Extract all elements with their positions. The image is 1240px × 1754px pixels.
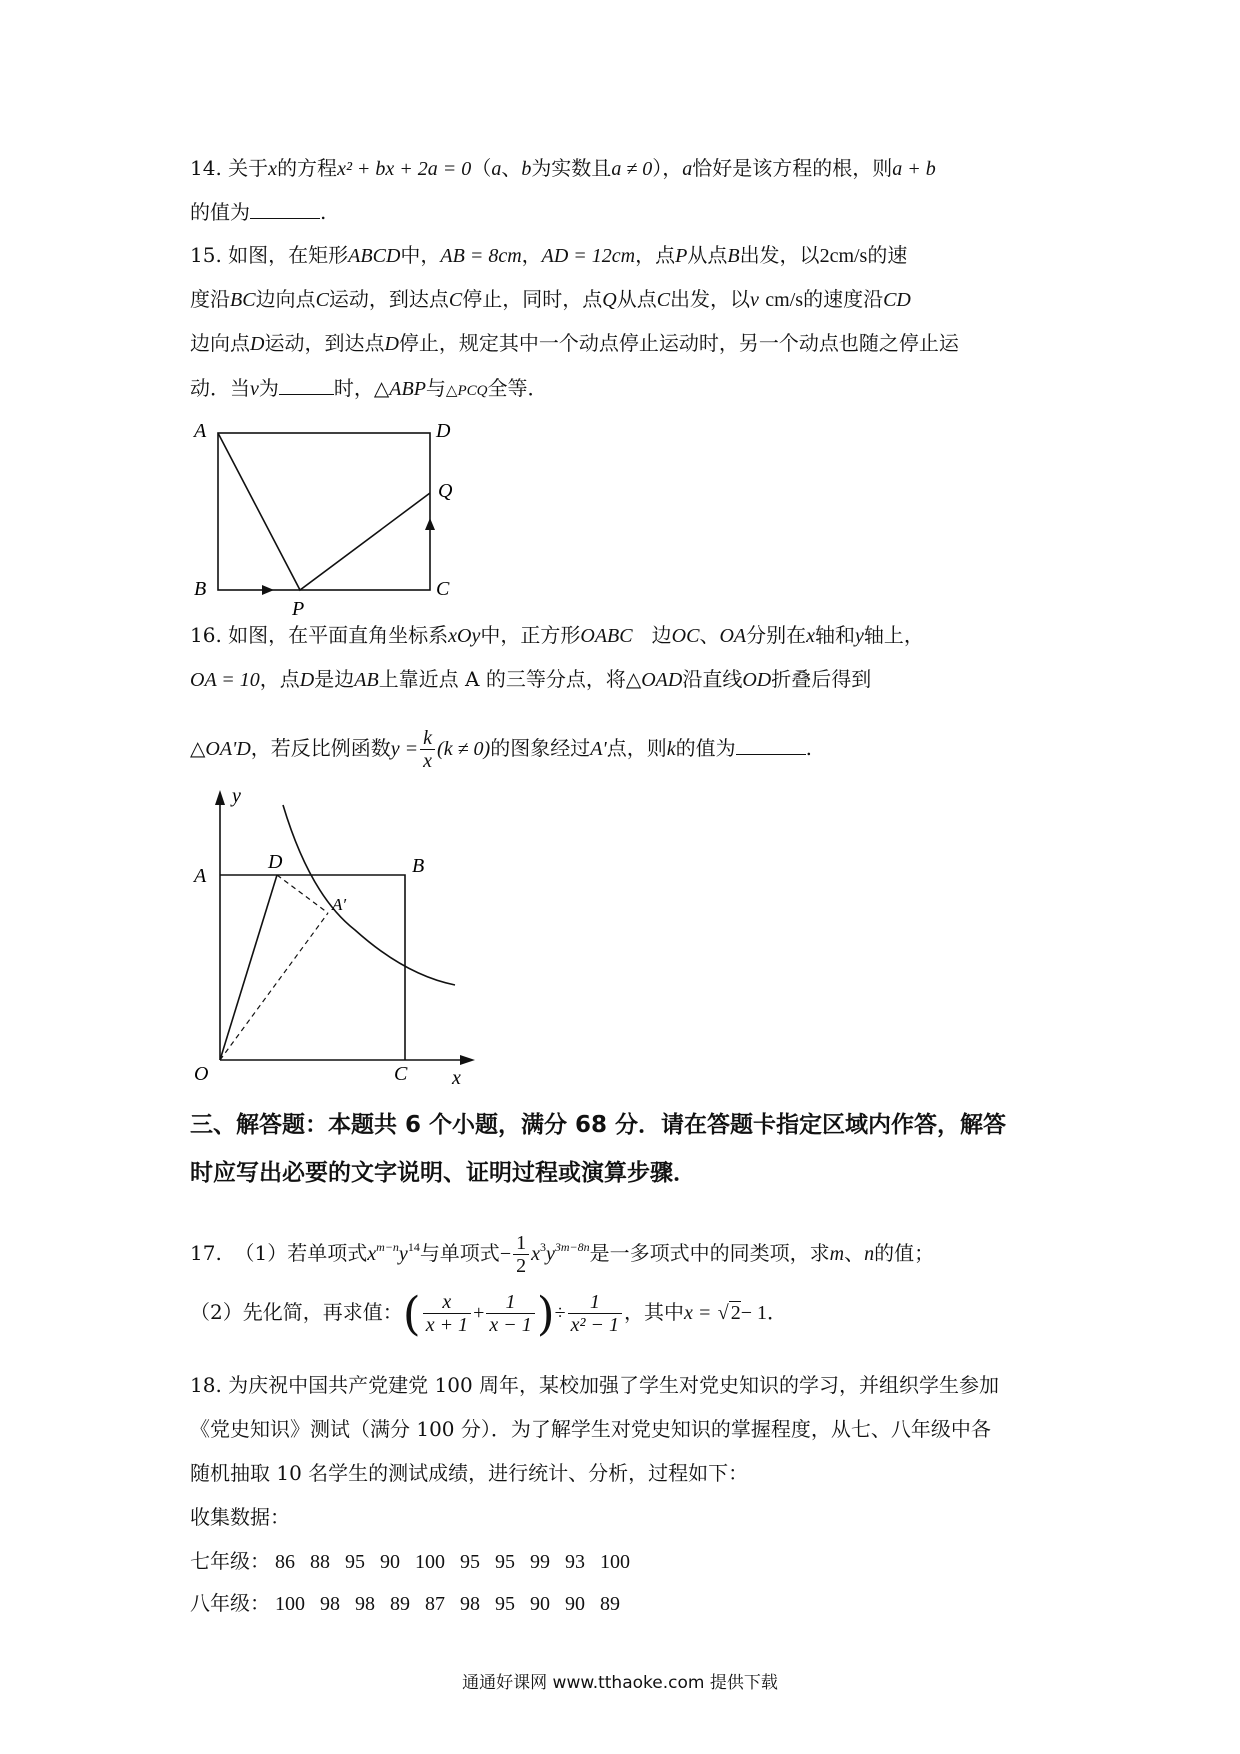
q17-math: n xyxy=(864,1243,875,1265)
q16-text: 上靠近点 A 的三等分点，将 xyxy=(378,667,626,691)
segment-da-prime xyxy=(277,875,328,913)
label-q: Q xyxy=(438,480,453,502)
q16-text: 沿直线 xyxy=(682,667,743,691)
label-d: D xyxy=(268,851,283,873)
q16-text: . xyxy=(805,736,812,760)
score: 100 xyxy=(415,1551,445,1573)
label-a-prime: A′ xyxy=(332,895,347,914)
q15-math: v xyxy=(750,289,759,311)
q17-text: ，其中 xyxy=(624,1300,685,1324)
q14-line1 xyxy=(190,153,936,184)
q16-text: 轴上， xyxy=(863,623,924,647)
label-a: A xyxy=(194,420,207,442)
q16-text: 点，则 xyxy=(606,736,667,760)
q17-exponent: 14 xyxy=(407,1240,420,1254)
q14-text: 、 xyxy=(501,156,522,180)
label-c: C xyxy=(436,578,450,600)
q15-math: CD xyxy=(883,289,911,311)
q14-text: （ xyxy=(471,156,492,180)
q16-text: 中，正方形 xyxy=(480,623,581,647)
q17-part2 xyxy=(190,1282,787,1344)
q16-text: ，若反比例函数 xyxy=(250,736,391,760)
q16-text: 、 xyxy=(699,623,720,647)
answer-blank[interactable] xyxy=(279,372,334,395)
q14-var-b: b xyxy=(521,158,532,180)
q16-math: OC xyxy=(671,625,700,647)
paren-right: ) xyxy=(536,1286,555,1341)
q15-math: △PCQ xyxy=(445,383,488,399)
q16-math: AB xyxy=(354,669,379,691)
frac-numerator: x xyxy=(423,1291,471,1314)
paren-left: ( xyxy=(402,1286,421,1341)
grade8-label: 八年级： xyxy=(190,1591,270,1615)
q16-text: 的图象经过 xyxy=(490,736,591,760)
q15-math: C xyxy=(315,289,329,311)
q14-text: ）， xyxy=(652,156,683,180)
q15-text: 时， xyxy=(333,376,374,400)
label-o: O xyxy=(194,1063,209,1085)
q14-text: 关于 xyxy=(228,156,269,180)
q15-math: Q xyxy=(602,289,617,311)
q15-text: ， xyxy=(521,243,542,267)
q15-figure xyxy=(180,415,470,620)
q15-math: AB = 8cm xyxy=(440,245,522,267)
q18-line4 xyxy=(190,1502,290,1532)
q16-math: △OAD xyxy=(625,669,683,691)
q17-exponent: 3 xyxy=(539,1240,546,1254)
page-footer: 通通好课网 www.tthaoke.com 提供下载 xyxy=(462,1673,778,1693)
arrow-up-icon xyxy=(425,518,435,530)
q14-text: 的值为 xyxy=(190,200,250,224)
q16-text: ，点 xyxy=(259,667,300,691)
q15-text: 停止，同时，点 xyxy=(462,287,603,311)
score: 100 xyxy=(600,1551,630,1573)
q17-part1 xyxy=(190,1222,934,1279)
frac-denominator: x² − 1 xyxy=(570,1314,620,1336)
q15-text: 边向点 xyxy=(255,287,316,311)
q16-line1 xyxy=(190,620,924,651)
segment-apq xyxy=(218,433,430,590)
q15-text: 的速度沿 xyxy=(803,287,884,311)
frac-numerator: 1 xyxy=(513,1232,529,1255)
score: 90 xyxy=(380,1551,400,1573)
fraction-k-over-x xyxy=(420,727,435,772)
section-3-line2: 时应写出必要的文字说明、证明过程或演算步骤． xyxy=(190,1160,696,1186)
q15-math: B xyxy=(727,245,740,267)
frac-numerator: k xyxy=(420,727,435,750)
score: 98 xyxy=(320,1593,340,1615)
q14-equation: x² + bx + 2a = 0 xyxy=(337,158,472,180)
q15-line3 xyxy=(190,328,959,359)
q15-text: 与 xyxy=(425,376,446,400)
frac-numerator: 1 xyxy=(568,1291,622,1314)
grade8-scores xyxy=(270,1593,620,1615)
label-d: D xyxy=(436,420,451,442)
q15-text: 边向点 xyxy=(190,331,250,355)
score: 89 xyxy=(390,1593,410,1615)
q16-math: OA xyxy=(719,625,747,647)
section-3-heading-cont xyxy=(190,1158,696,1188)
q17-text: （1）若单项式 xyxy=(234,1241,368,1265)
q14-line2 xyxy=(190,196,326,227)
q15-text: 度沿 xyxy=(190,287,230,311)
q16-math: xOy xyxy=(448,625,481,647)
score: 98 xyxy=(460,1593,480,1615)
q15-math: BC xyxy=(230,289,256,311)
score: 87 xyxy=(425,1593,445,1615)
q17-math: y xyxy=(398,1243,408,1265)
q18-text: 《党史知识》测试（满分 100 分）．为了解学生对党史知识的掌握程度，从七、八年级中各 xyxy=(190,1417,991,1441)
q15-math: C xyxy=(448,289,463,311)
hyperbola-curve xyxy=(283,805,455,985)
label-b: B xyxy=(194,578,207,600)
q15-math: ABCD xyxy=(348,245,401,267)
q17-text: （2）先化简，再求值： xyxy=(190,1300,403,1324)
q14-text: 为实数且 xyxy=(531,156,612,180)
frac-denominator: x + 1 xyxy=(425,1314,469,1336)
frac-denominator: x xyxy=(423,750,433,772)
q17-math: + xyxy=(473,1302,485,1324)
label-x: x xyxy=(452,1067,461,1089)
q15-text: 的速 xyxy=(867,243,908,267)
arrow-right-icon xyxy=(460,1055,475,1065)
q15-line1 xyxy=(190,240,907,271)
q15-math: D xyxy=(250,333,265,355)
q16-text: 分别在 xyxy=(746,623,807,647)
q16-math: △OA'D xyxy=(190,738,251,760)
q17-math: x xyxy=(531,1243,540,1265)
q16-math: OA = 10 xyxy=(190,669,260,691)
label-p: P xyxy=(292,598,305,620)
q14-number: 14. xyxy=(190,156,222,180)
q15-number: 15. xyxy=(190,243,222,267)
segment-oa-prime xyxy=(220,913,328,1060)
fraction-1-over-x-minus-1 xyxy=(486,1291,534,1336)
q15-text: 从点 xyxy=(616,287,657,311)
q16-math: D xyxy=(299,669,315,691)
q15-text: 全等． xyxy=(487,376,548,400)
q17-math: x = xyxy=(684,1302,712,1324)
score: 98 xyxy=(355,1593,375,1615)
q15-math: C xyxy=(656,289,671,311)
section-3-heading xyxy=(190,1110,1006,1140)
q16-math: x xyxy=(806,625,816,647)
q16-math: k xyxy=(666,738,676,760)
q18-grade8-row xyxy=(190,1588,620,1619)
q16-text: 的值为 xyxy=(675,736,736,760)
arrow-right-icon xyxy=(262,585,274,595)
q15-text: 运动，到达点 xyxy=(264,331,385,355)
label-b: B xyxy=(412,855,425,877)
q14-text: 的方程 xyxy=(277,156,338,180)
fraction-1-over-x2-minus-1 xyxy=(568,1291,622,1336)
score: 95 xyxy=(495,1551,515,1573)
score: 99 xyxy=(530,1551,550,1573)
q16-number: 16. xyxy=(190,623,222,647)
q16-math: OD xyxy=(742,669,772,691)
q15-text: 出发，以 xyxy=(670,287,751,311)
q17-exponent: m−n xyxy=(376,1240,399,1254)
q15-math: cm/s xyxy=(765,289,804,311)
q15-line2 xyxy=(190,284,911,315)
score: 86 xyxy=(275,1551,295,1573)
q14-var-x: x xyxy=(268,158,278,180)
q14-text: . xyxy=(320,200,327,224)
q15-text: 出发，以 xyxy=(739,243,820,267)
q15-text: 中， xyxy=(400,243,441,267)
q14-text: 恰好是该方程的根，则 xyxy=(692,156,893,180)
q14-var-a: a xyxy=(682,158,693,180)
score: 90 xyxy=(530,1593,550,1615)
q16-math: A' xyxy=(590,738,607,760)
frac-denominator: x − 1 xyxy=(489,1314,532,1336)
q17-number: 17. xyxy=(190,1241,222,1265)
arrow-up-icon xyxy=(215,790,225,805)
q15-math: D xyxy=(384,333,399,355)
q15-text: 停止，规定其中一个动点停止运动时，另一个动点也随之停止运 xyxy=(398,331,959,355)
q15-text: 运动，到达点 xyxy=(328,287,449,311)
q15-math: P xyxy=(675,245,688,267)
q17-text: 的值； xyxy=(874,1241,935,1265)
q16-math: (k ≠ 0) xyxy=(437,738,491,760)
q18-line3 xyxy=(190,1458,748,1488)
q16-math: OABC xyxy=(580,625,633,647)
grade7-scores xyxy=(270,1551,630,1573)
grade7-label: 七年级： xyxy=(190,1549,270,1573)
frac-numerator: 1 xyxy=(486,1291,534,1314)
q15-text: ，点 xyxy=(635,243,676,267)
q15-text: 为 xyxy=(258,376,279,400)
q15-line4 xyxy=(190,372,547,406)
q15-math: 2cm/s xyxy=(819,245,868,267)
score: 100 xyxy=(275,1593,305,1615)
q17-text: 与单项式 xyxy=(419,1241,500,1265)
q17-math: − 1 xyxy=(740,1302,768,1324)
label-c: C xyxy=(394,1063,408,1085)
label-y: y xyxy=(232,785,241,807)
label-a: A xyxy=(194,865,207,887)
score: 89 xyxy=(600,1593,620,1615)
q17-text: 、 xyxy=(844,1241,865,1265)
score: 90 xyxy=(565,1593,585,1615)
q18-line1 xyxy=(190,1370,999,1400)
q18-grade7-row xyxy=(190,1546,630,1577)
q15-math: v xyxy=(250,378,259,400)
q17-text: 是一多项式中的同类项，求 xyxy=(589,1241,830,1265)
q17-exponent: 3m−8n xyxy=(554,1240,590,1254)
q18-text: 随机抽取 10 名学生的测试成绩，进行统计、分析，过程如下： xyxy=(190,1461,749,1485)
frac-denominator: 2 xyxy=(516,1255,527,1277)
fraction-one-half xyxy=(513,1232,529,1277)
q16-text: 折叠后得到 xyxy=(771,667,872,691)
q16-text: 轴和 xyxy=(815,623,856,647)
score: 88 xyxy=(310,1551,330,1573)
score: 95 xyxy=(495,1593,515,1615)
q15-math: AD = 12cm xyxy=(541,245,636,267)
segment-od xyxy=(220,875,277,1060)
q15-text: 如图，在矩形 xyxy=(228,243,349,267)
q16-text: 如图，在平面直角坐标系 xyxy=(228,623,449,647)
q16-math: y xyxy=(855,625,864,647)
fraction-x-over-x-plus-1 xyxy=(423,1291,471,1336)
q16-figure xyxy=(180,780,490,1090)
sqrt-icon: √ xyxy=(717,1302,729,1324)
score: 95 xyxy=(460,1551,480,1573)
q17-math: − xyxy=(499,1243,512,1265)
q18-line2 xyxy=(190,1414,991,1444)
q16-math: y = xyxy=(390,738,419,760)
q16-text: 边 xyxy=(651,623,672,647)
q17-math: x xyxy=(367,1243,377,1265)
q14-var-a: a xyxy=(491,158,502,180)
q16-line2 xyxy=(190,664,871,695)
q15-text: 动．当 xyxy=(190,376,250,400)
q14-condition: a ≠ 0 xyxy=(611,158,653,180)
section-3-line1: 三、解答题：本题共 6 个小题，满分 68 分．请在答题卡指定区域内作答，解答 xyxy=(190,1112,1007,1138)
q18-text: 18. 为庆祝中国共产党建党 100 周年，某校加强了学生对党史知识的学习，并组织学生参加 xyxy=(190,1373,1000,1397)
q17-math: m xyxy=(829,1243,845,1265)
answer-blank[interactable] xyxy=(736,732,806,755)
q17-math: 2 xyxy=(730,1302,741,1324)
q14-sum: a + b xyxy=(892,158,936,180)
q16-line3 xyxy=(190,720,812,777)
rectangle-abcd xyxy=(218,433,430,590)
answer-blank[interactable] xyxy=(250,196,320,219)
score: 93 xyxy=(565,1551,585,1573)
q15-text: 从点 xyxy=(687,243,728,267)
q16-text: 是边 xyxy=(314,667,355,691)
score: 95 xyxy=(345,1551,365,1573)
q17-math: y xyxy=(545,1243,555,1265)
q18-text: 收集数据： xyxy=(190,1505,290,1529)
q17-math: ÷ xyxy=(554,1302,566,1324)
q17-text: ． xyxy=(767,1300,788,1324)
q15-math: △ABP xyxy=(373,378,426,400)
